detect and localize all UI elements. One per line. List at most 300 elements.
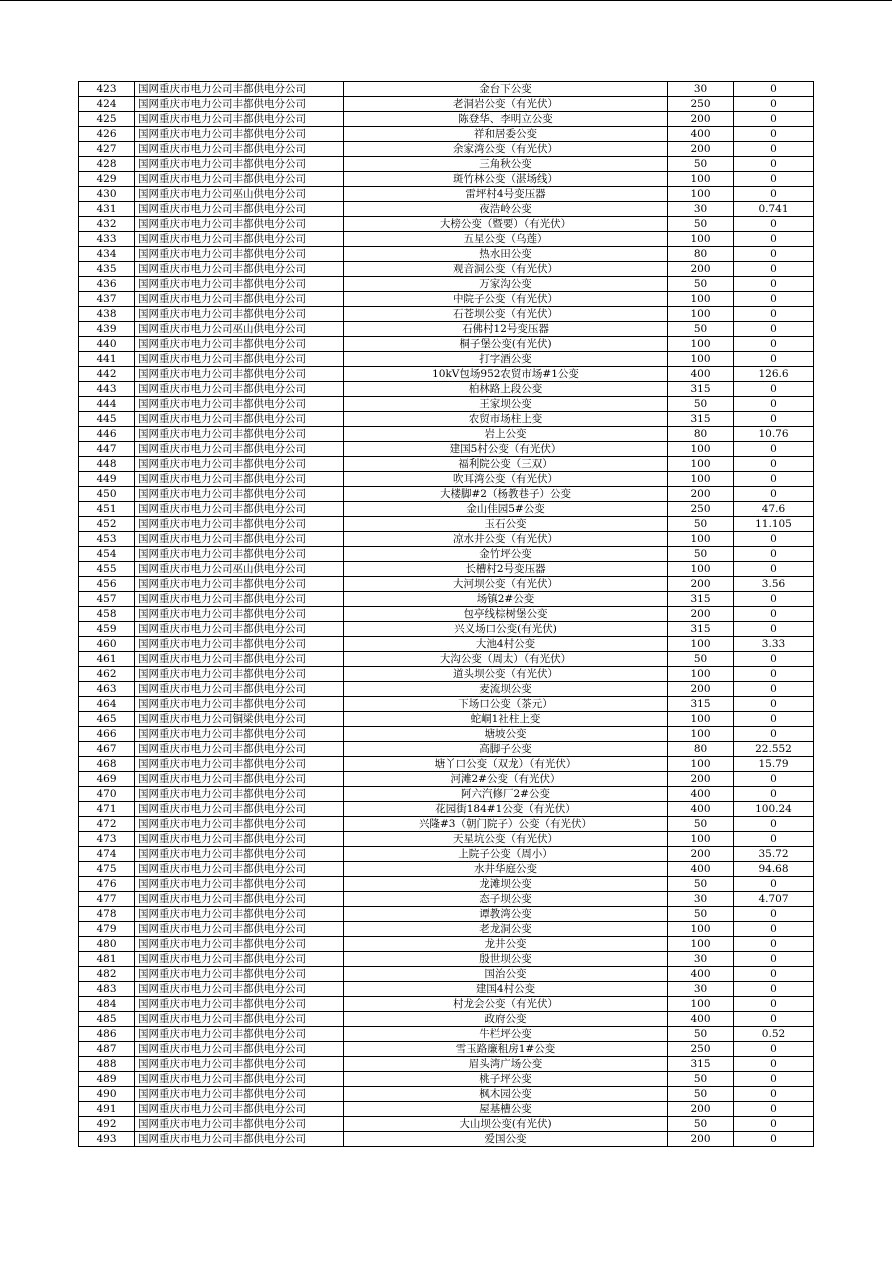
company-name-cell: 国网重庆市电力公司丰都供电分公司 bbox=[135, 202, 344, 217]
capacity-cell: 100 bbox=[668, 562, 734, 577]
table-row bbox=[79, 82, 814, 97]
row-number-cell: 449 bbox=[79, 472, 135, 487]
transformer-name-cell: 爱国公变 bbox=[344, 1132, 668, 1147]
capacity-cell: 100 bbox=[668, 997, 734, 1012]
value-cell: 0 bbox=[734, 547, 814, 562]
capacity-cell: 50 bbox=[668, 1087, 734, 1102]
company-name-cell: 国网重庆市电力公司丰都供电分公司 bbox=[135, 412, 344, 427]
company-name-cell: 国网重庆市电力公司丰都供电分公司 bbox=[135, 442, 344, 457]
company-name-cell: 国网重庆市电力公司丰都供电分公司 bbox=[135, 352, 344, 367]
transformer-name-cell: 屋基槽公变 bbox=[344, 1102, 668, 1117]
capacity-cell: 200 bbox=[668, 1132, 734, 1147]
value-cell: 0 bbox=[734, 532, 814, 547]
capacity-cell: 100 bbox=[668, 352, 734, 367]
value-cell: 0 bbox=[734, 607, 814, 622]
value-cell: 0 bbox=[734, 142, 814, 157]
capacity-cell: 100 bbox=[668, 712, 734, 727]
table-row bbox=[79, 1012, 814, 1027]
row-number-cell: 462 bbox=[79, 667, 135, 682]
table-row bbox=[79, 667, 814, 682]
value-cell: 0 bbox=[734, 472, 814, 487]
capacity-cell: 315 bbox=[668, 1057, 734, 1072]
company-name-cell: 国网重庆市电力公司丰都供电分公司 bbox=[135, 652, 344, 667]
company-name-cell: 国网重庆市电力公司丰都供电分公司 bbox=[135, 847, 344, 862]
table-row bbox=[79, 1072, 814, 1087]
company-name-cell: 国网重庆市电力公司丰都供电分公司 bbox=[135, 172, 344, 187]
company-name-cell: 国网重庆市电力公司丰都供电分公司 bbox=[135, 937, 344, 952]
row-number-cell: 474 bbox=[79, 847, 135, 862]
value-cell: 0 bbox=[734, 1087, 814, 1102]
transformer-name-cell: 桐子堡公变(有光伏) bbox=[344, 337, 668, 352]
row-number-cell: 459 bbox=[79, 622, 135, 637]
table-row bbox=[79, 787, 814, 802]
company-name-cell: 国网重庆市电力公司丰都供电分公司 bbox=[135, 892, 344, 907]
company-name-cell: 国网重庆市电力公司丰都供电分公司 bbox=[135, 397, 344, 412]
value-cell: 0 bbox=[734, 667, 814, 682]
transformer-name-cell: 石苍坝公变（有光伏） bbox=[344, 307, 668, 322]
value-cell: 0 bbox=[734, 682, 814, 697]
table-row bbox=[79, 247, 814, 262]
capacity-cell: 200 bbox=[668, 772, 734, 787]
transformer-name-cell: 金台下公变 bbox=[344, 82, 668, 97]
company-name-cell: 国网重庆市电力公司丰都供电分公司 bbox=[135, 1012, 344, 1027]
capacity-cell: 400 bbox=[668, 787, 734, 802]
transformer-name-cell: 兴义场口公变(有光伏) bbox=[344, 622, 668, 637]
capacity-cell: 30 bbox=[668, 82, 734, 97]
company-name-cell: 国网重庆市电力公司丰都供电分公司 bbox=[135, 1072, 344, 1087]
value-cell: 0 bbox=[734, 112, 814, 127]
table-row bbox=[79, 427, 814, 442]
value-cell: 0 bbox=[734, 1117, 814, 1132]
capacity-cell: 50 bbox=[668, 517, 734, 532]
company-name-cell: 国网重庆市电力公司丰都供电分公司 bbox=[135, 367, 344, 382]
company-name-cell: 国网重庆市电力公司丰都供电分公司 bbox=[135, 742, 344, 757]
capacity-cell: 100 bbox=[668, 232, 734, 247]
row-number-cell: 473 bbox=[79, 832, 135, 847]
table-row bbox=[79, 502, 814, 517]
company-name-cell: 国网重庆市电力公司丰都供电分公司 bbox=[135, 817, 344, 832]
value-cell: 0.741 bbox=[734, 202, 814, 217]
table-row bbox=[79, 832, 814, 847]
transformer-name-cell: 龙滩坝公变 bbox=[344, 877, 668, 892]
capacity-cell: 100 bbox=[668, 757, 734, 772]
value-cell: 100.24 bbox=[734, 802, 814, 817]
table-row bbox=[79, 847, 814, 862]
company-name-cell: 国网重庆市电力公司丰都供电分公司 bbox=[135, 637, 344, 652]
table-row bbox=[79, 892, 814, 907]
value-cell: 0 bbox=[734, 1072, 814, 1087]
table-row bbox=[79, 277, 814, 292]
transformer-name-cell: 天星坑公变（有光伏） bbox=[344, 832, 668, 847]
transformer-name-cell: 雪玉路廉租房1#公变 bbox=[344, 1042, 668, 1057]
transformer-name-cell: 老洞岩公变（有光伏） bbox=[344, 97, 668, 112]
transformer-name-cell: 五星公变（乌莲） bbox=[344, 232, 668, 247]
transformer-name-cell: 建国4村公变 bbox=[344, 982, 668, 997]
company-name-cell: 国网重庆市电力公司丰都供电分公司 bbox=[135, 622, 344, 637]
capacity-cell: 250 bbox=[668, 1042, 734, 1057]
capacity-cell: 315 bbox=[668, 697, 734, 712]
capacity-cell: 50 bbox=[668, 652, 734, 667]
transformer-name-cell: 观音洞公变（有光伏） bbox=[344, 262, 668, 277]
row-number-cell: 439 bbox=[79, 322, 135, 337]
row-number-cell: 478 bbox=[79, 907, 135, 922]
company-name-cell: 国网重庆市电力公司丰都供电分公司 bbox=[135, 862, 344, 877]
capacity-cell: 100 bbox=[668, 922, 734, 937]
row-number-cell: 454 bbox=[79, 547, 135, 562]
row-number-cell: 430 bbox=[79, 187, 135, 202]
table-body bbox=[79, 82, 814, 1147]
company-name-cell: 国网重庆市电力公司丰都供电分公司 bbox=[135, 907, 344, 922]
table-row bbox=[79, 232, 814, 247]
company-name-cell: 国网重庆市电力公司丰都供电分公司 bbox=[135, 1087, 344, 1102]
value-cell: 10.76 bbox=[734, 427, 814, 442]
value-cell: 0 bbox=[734, 97, 814, 112]
row-number-cell: 476 bbox=[79, 877, 135, 892]
table-row bbox=[79, 352, 814, 367]
company-name-cell: 国网重庆市电力公司丰都供电分公司 bbox=[135, 532, 344, 547]
capacity-cell: 100 bbox=[668, 937, 734, 952]
table-row bbox=[79, 97, 814, 112]
capacity-cell: 400 bbox=[668, 367, 734, 382]
capacity-cell: 100 bbox=[668, 442, 734, 457]
value-cell: 0 bbox=[734, 562, 814, 577]
table-row bbox=[79, 652, 814, 667]
company-name-cell: 国网重庆市电力公司丰都供电分公司 bbox=[135, 967, 344, 982]
company-name-cell: 国网重庆市电力公司丰都供电分公司 bbox=[135, 487, 344, 502]
value-cell: 35.72 bbox=[734, 847, 814, 862]
transformer-name-cell: 大榜公变（暨要）（有光伏） bbox=[344, 217, 668, 232]
table-row bbox=[79, 532, 814, 547]
transformer-name-cell: 柏林路上段公变 bbox=[344, 382, 668, 397]
transformer-name-cell: 陈登华、李明立公变 bbox=[344, 112, 668, 127]
company-name-cell: 国网重庆市电力公司丰都供电分公司 bbox=[135, 1117, 344, 1132]
capacity-cell: 200 bbox=[668, 142, 734, 157]
company-name-cell: 国网重庆市电力公司丰都供电分公司 bbox=[135, 427, 344, 442]
row-number-cell: 468 bbox=[79, 757, 135, 772]
value-cell: 22.552 bbox=[734, 742, 814, 757]
value-cell: 0 bbox=[734, 1132, 814, 1147]
value-cell: 0 bbox=[734, 487, 814, 502]
company-name-cell: 国网重庆市电力公司丰都供电分公司 bbox=[135, 1132, 344, 1147]
row-number-cell: 479 bbox=[79, 922, 135, 937]
row-number-cell: 440 bbox=[79, 337, 135, 352]
capacity-cell: 30 bbox=[668, 982, 734, 997]
transformer-name-cell: 福利院公变（三双） bbox=[344, 457, 668, 472]
top-rule bbox=[0, 0, 892, 1]
row-number-cell: 431 bbox=[79, 202, 135, 217]
capacity-cell: 100 bbox=[668, 307, 734, 322]
company-name-cell: 国网重庆市电力公司丰都供电分公司 bbox=[135, 97, 344, 112]
capacity-cell: 80 bbox=[668, 742, 734, 757]
row-number-cell: 429 bbox=[79, 172, 135, 187]
transformer-name-cell: 余家湾公变（有光伏） bbox=[344, 142, 668, 157]
transformer-name-cell: 热水田公变 bbox=[344, 247, 668, 262]
row-number-cell: 424 bbox=[79, 97, 135, 112]
capacity-cell: 100 bbox=[668, 667, 734, 682]
row-number-cell: 469 bbox=[79, 772, 135, 787]
table-row bbox=[79, 772, 814, 787]
capacity-cell: 30 bbox=[668, 892, 734, 907]
transformer-name-cell: 打字酒公变 bbox=[344, 352, 668, 367]
capacity-cell: 80 bbox=[668, 427, 734, 442]
company-name-cell: 国网重庆市电力公司丰都供电分公司 bbox=[135, 262, 344, 277]
value-cell: 0 bbox=[734, 727, 814, 742]
value-cell: 0 bbox=[734, 1012, 814, 1027]
row-number-cell: 426 bbox=[79, 127, 135, 142]
company-name-cell: 国网重庆市电力公司丰都供电分公司 bbox=[135, 232, 344, 247]
company-name-cell: 国网重庆市电力公司丰都供电分公司 bbox=[135, 142, 344, 157]
value-cell: 0 bbox=[734, 1042, 814, 1057]
table-row bbox=[79, 172, 814, 187]
value-cell: 0 bbox=[734, 352, 814, 367]
value-cell: 0 bbox=[734, 712, 814, 727]
row-number-cell: 438 bbox=[79, 307, 135, 322]
row-number-cell: 487 bbox=[79, 1042, 135, 1057]
row-number-cell: 445 bbox=[79, 412, 135, 427]
transformer-name-cell: 吹耳湾公变（有光伏） bbox=[344, 472, 668, 487]
table-row bbox=[79, 367, 814, 382]
company-name-cell: 国网重庆市电力公司丰都供电分公司 bbox=[135, 772, 344, 787]
capacity-cell: 315 bbox=[668, 412, 734, 427]
company-name-cell: 国网重庆市电力公司丰都供电分公司 bbox=[135, 472, 344, 487]
value-cell: 0 bbox=[734, 592, 814, 607]
table-row bbox=[79, 1087, 814, 1102]
capacity-cell: 50 bbox=[668, 217, 734, 232]
company-name-cell: 国网重庆市电力公司丰都供电分公司 bbox=[135, 1057, 344, 1072]
value-cell: 0 bbox=[734, 652, 814, 667]
transformer-name-cell: 斑竹林公变（湛场线） bbox=[344, 172, 668, 187]
value-cell: 0 bbox=[734, 952, 814, 967]
company-name-cell: 国网重庆市电力公司丰都供电分公司 bbox=[135, 667, 344, 682]
company-name-cell: 国网重庆市电力公司丰都供电分公司 bbox=[135, 802, 344, 817]
table-row bbox=[79, 802, 814, 817]
table-row bbox=[79, 202, 814, 217]
row-number-cell: 447 bbox=[79, 442, 135, 457]
row-number-cell: 458 bbox=[79, 607, 135, 622]
table-row bbox=[79, 112, 814, 127]
value-cell: 0 bbox=[734, 382, 814, 397]
table-row bbox=[79, 622, 814, 637]
table-row bbox=[79, 127, 814, 142]
table-row bbox=[79, 997, 814, 1012]
company-name-cell: 国网重庆市电力公司丰都供电分公司 bbox=[135, 112, 344, 127]
company-name-cell: 国网重庆市电力公司丰都供电分公司 bbox=[135, 922, 344, 937]
row-number-cell: 455 bbox=[79, 562, 135, 577]
transformer-name-cell: 河滩2#公变（有光伏） bbox=[344, 772, 668, 787]
company-name-cell: 国网重庆市电力公司丰都供电分公司 bbox=[135, 547, 344, 562]
company-name-cell: 国网重庆市电力公司丰都供电分公司 bbox=[135, 382, 344, 397]
company-name-cell: 国网重庆市电力公司丰都供电分公司 bbox=[135, 877, 344, 892]
company-name-cell: 国网重庆市电力公司丰都供电分公司 bbox=[135, 1042, 344, 1057]
company-name-cell: 国网重庆市电力公司丰都供电分公司 bbox=[135, 697, 344, 712]
row-number-cell: 451 bbox=[79, 502, 135, 517]
transformer-name-cell: 枫木园公变 bbox=[344, 1087, 668, 1102]
row-number-cell: 452 bbox=[79, 517, 135, 532]
value-cell: 0 bbox=[734, 127, 814, 142]
row-number-cell: 481 bbox=[79, 952, 135, 967]
capacity-cell: 100 bbox=[668, 472, 734, 487]
capacity-cell: 200 bbox=[668, 847, 734, 862]
table-row bbox=[79, 637, 814, 652]
table-row bbox=[79, 292, 814, 307]
table-row bbox=[79, 757, 814, 772]
transformer-name-cell: 塘丫口公变（双龙）（有光伏） bbox=[344, 757, 668, 772]
value-cell: 0 bbox=[734, 322, 814, 337]
company-name-cell: 国网重庆市电力公司丰都供电分公司 bbox=[135, 292, 344, 307]
table-row bbox=[79, 382, 814, 397]
transformer-name-cell: 高脚子公变 bbox=[344, 742, 668, 757]
company-name-cell: 国网重庆市电力公司丰都供电分公司 bbox=[135, 457, 344, 472]
company-name-cell: 国网重庆市电力公司丰都供电分公司 bbox=[135, 982, 344, 997]
row-number-cell: 425 bbox=[79, 112, 135, 127]
table-row bbox=[79, 682, 814, 697]
value-cell: 0 bbox=[734, 217, 814, 232]
row-number-cell: 470 bbox=[79, 787, 135, 802]
value-cell: 3.33 bbox=[734, 637, 814, 652]
transformer-name-cell: 三角秋公变 bbox=[344, 157, 668, 172]
value-cell: 3.56 bbox=[734, 577, 814, 592]
table-row bbox=[79, 877, 814, 892]
capacity-cell: 400 bbox=[668, 127, 734, 142]
company-name-cell: 国网重庆市电力公司丰都供电分公司 bbox=[135, 517, 344, 532]
transformer-name-cell: 王家坝公变 bbox=[344, 397, 668, 412]
value-cell: 0 bbox=[734, 967, 814, 982]
capacity-cell: 315 bbox=[668, 592, 734, 607]
table-row bbox=[79, 817, 814, 832]
table-row bbox=[79, 982, 814, 997]
company-name-cell: 国网重庆市电力公司丰都供电分公司 bbox=[135, 787, 344, 802]
capacity-cell: 200 bbox=[668, 487, 734, 502]
table-row bbox=[79, 907, 814, 922]
value-cell: 4.707 bbox=[734, 892, 814, 907]
capacity-cell: 80 bbox=[668, 247, 734, 262]
value-cell: 0 bbox=[734, 817, 814, 832]
value-cell: 126.6 bbox=[734, 367, 814, 382]
capacity-cell: 50 bbox=[668, 1027, 734, 1042]
transformer-name-cell: 上院子公变（周小） bbox=[344, 847, 668, 862]
transformer-name-cell: 村龙会公变（有光伏） bbox=[344, 997, 668, 1012]
table-row bbox=[79, 472, 814, 487]
value-cell: 0 bbox=[734, 412, 814, 427]
transformer-name-cell: 桃子坪公变 bbox=[344, 1072, 668, 1087]
table-row bbox=[79, 697, 814, 712]
company-name-cell: 国网重庆市电力公司丰都供电分公司 bbox=[135, 127, 344, 142]
table-row bbox=[79, 217, 814, 232]
transformer-name-cell: 塘坡公变 bbox=[344, 727, 668, 742]
transformer-name-cell: 万家沟公变 bbox=[344, 277, 668, 292]
table-row bbox=[79, 337, 814, 352]
row-number-cell: 471 bbox=[79, 802, 135, 817]
table-row bbox=[79, 967, 814, 982]
table-row bbox=[79, 412, 814, 427]
company-name-cell: 国网重庆市电力公司丰都供电分公司 bbox=[135, 952, 344, 967]
table-row bbox=[79, 727, 814, 742]
value-cell: 0 bbox=[734, 307, 814, 322]
row-number-cell: 456 bbox=[79, 577, 135, 592]
row-number-cell: 488 bbox=[79, 1057, 135, 1072]
table-row bbox=[79, 322, 814, 337]
row-number-cell: 466 bbox=[79, 727, 135, 742]
value-cell: 15.79 bbox=[734, 757, 814, 772]
transformer-name-cell: 水井华庭公变 bbox=[344, 862, 668, 877]
capacity-cell: 50 bbox=[668, 817, 734, 832]
transformer-name-cell: 夜浩岭公变 bbox=[344, 202, 668, 217]
capacity-cell: 100 bbox=[668, 637, 734, 652]
capacity-cell: 50 bbox=[668, 322, 734, 337]
transformer-name-cell: 殷世坝公变 bbox=[344, 952, 668, 967]
capacity-cell: 100 bbox=[668, 532, 734, 547]
transformer-name-cell: 农贸市场柱上变 bbox=[344, 412, 668, 427]
capacity-cell: 100 bbox=[668, 457, 734, 472]
capacity-cell: 30 bbox=[668, 952, 734, 967]
table-row bbox=[79, 397, 814, 412]
company-name-cell: 国网重庆市电力公司巫山供电分公司 bbox=[135, 562, 344, 577]
table-row bbox=[79, 487, 814, 502]
table-row bbox=[79, 517, 814, 532]
company-name-cell: 国网重庆市电力公司丰都供电分公司 bbox=[135, 577, 344, 592]
value-cell: 0 bbox=[734, 697, 814, 712]
table-row bbox=[79, 1102, 814, 1117]
company-name-cell: 国网重庆市电力公司丰都供电分公司 bbox=[135, 1027, 344, 1042]
table-row bbox=[79, 937, 814, 952]
table-row bbox=[79, 187, 814, 202]
transformer-name-cell: 大山坝公变(有光伏) bbox=[344, 1117, 668, 1132]
transformer-name-cell: 中院子公变（有光伏） bbox=[344, 292, 668, 307]
transformer-name-cell: 老龙洞公变 bbox=[344, 922, 668, 937]
company-name-cell: 国网重庆市电力公司丰都供电分公司 bbox=[135, 832, 344, 847]
row-number-cell: 434 bbox=[79, 247, 135, 262]
capacity-cell: 50 bbox=[668, 397, 734, 412]
transformer-name-cell: 石佛村12号变压器 bbox=[344, 322, 668, 337]
row-number-cell: 453 bbox=[79, 532, 135, 547]
table-row bbox=[79, 1117, 814, 1132]
table-row bbox=[79, 742, 814, 757]
company-name-cell: 国网重庆市电力公司丰都供电分公司 bbox=[135, 247, 344, 262]
company-name-cell: 国网重庆市电力公司丰都供电分公司 bbox=[135, 727, 344, 742]
row-number-cell: 480 bbox=[79, 937, 135, 952]
row-number-cell: 435 bbox=[79, 262, 135, 277]
capacity-cell: 200 bbox=[668, 607, 734, 622]
capacity-cell: 50 bbox=[668, 547, 734, 562]
row-number-cell: 423 bbox=[79, 82, 135, 97]
table-row bbox=[79, 307, 814, 322]
transformer-name-cell: 谭教湾公变 bbox=[344, 907, 668, 922]
table-row bbox=[79, 457, 814, 472]
transformer-name-cell: 包亭线棕树堡公变 bbox=[344, 607, 668, 622]
row-number-cell: 467 bbox=[79, 742, 135, 757]
transformer-name-cell: 下场口公变（茶元） bbox=[344, 697, 668, 712]
capacity-cell: 400 bbox=[668, 967, 734, 982]
capacity-cell: 100 bbox=[668, 187, 734, 202]
row-number-cell: 432 bbox=[79, 217, 135, 232]
transformer-name-cell: 10kV包场952农贸市场#1公变 bbox=[344, 367, 668, 382]
capacity-cell: 50 bbox=[668, 157, 734, 172]
row-number-cell: 450 bbox=[79, 487, 135, 502]
row-number-cell: 465 bbox=[79, 712, 135, 727]
value-cell: 0 bbox=[734, 982, 814, 997]
transformer-name-cell: 政府公变 bbox=[344, 1012, 668, 1027]
value-cell: 0 bbox=[734, 907, 814, 922]
transformer-table bbox=[78, 81, 814, 1147]
row-number-cell: 457 bbox=[79, 592, 135, 607]
value-cell: 0 bbox=[734, 922, 814, 937]
row-number-cell: 444 bbox=[79, 397, 135, 412]
value-cell: 0 bbox=[734, 172, 814, 187]
row-number-cell: 482 bbox=[79, 967, 135, 982]
company-name-cell: 国网重庆市电力公司丰都供电分公司 bbox=[135, 682, 344, 697]
capacity-cell: 100 bbox=[668, 172, 734, 187]
company-name-cell: 国网重庆市电力公司丰都供电分公司 bbox=[135, 592, 344, 607]
